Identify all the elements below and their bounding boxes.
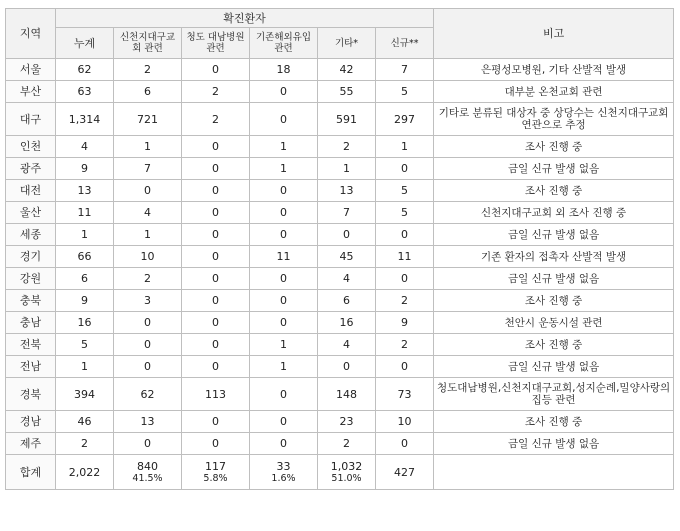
totals-overseas xyxy=(250,455,318,490)
cell-overseas: 11 xyxy=(250,246,318,268)
cell-shincheonji: 7 xyxy=(114,158,182,180)
cell-region: 광주 xyxy=(6,158,56,180)
cell-other: 2 xyxy=(318,433,376,455)
cell-total: 11 xyxy=(56,202,114,224)
cell-total: 394 xyxy=(56,378,114,411)
cell-overseas: 18 xyxy=(250,59,318,81)
table-row xyxy=(6,136,674,158)
totals-note xyxy=(434,455,674,490)
cell-region: 경기 xyxy=(6,246,56,268)
cell-overseas: 0 xyxy=(250,433,318,455)
cell-overseas: 0 xyxy=(250,411,318,433)
cell-other: 4 xyxy=(318,334,376,356)
cell-region: 전남 xyxy=(6,356,56,378)
cell-total: 13 xyxy=(56,180,114,202)
table-row xyxy=(6,81,674,103)
cell-other: 6 xyxy=(318,290,376,312)
cell-new: 11 xyxy=(376,246,434,268)
header-col-shincheonji: 신천지대구교회 관련 xyxy=(114,28,182,59)
cell-overseas: 0 xyxy=(250,268,318,290)
cell-other: 0 xyxy=(318,356,376,378)
cell-new: 73 xyxy=(376,378,434,411)
cell-region: 강원 xyxy=(6,268,56,290)
cell-cheongdo: 0 xyxy=(182,224,250,246)
cell-shincheonji: 62 xyxy=(114,378,182,411)
cell-shincheonji: 13 xyxy=(114,411,182,433)
cell-note: 기타로 분류된 대상자 중 상당수는 신천지대구교회 연관으로 추정 xyxy=(434,103,674,136)
table-row xyxy=(6,202,674,224)
totals-cheongdo-value: 117 xyxy=(205,460,226,473)
cell-cheongdo: 0 xyxy=(182,268,250,290)
cell-note: 금일 신규 발생 없음 xyxy=(434,268,674,290)
table-row xyxy=(6,180,674,202)
cell-other: 1 xyxy=(318,158,376,180)
cell-total: 1 xyxy=(56,224,114,246)
cell-total: 2 xyxy=(56,433,114,455)
cell-overseas: 1 xyxy=(250,136,318,158)
totals-row xyxy=(6,455,674,490)
table-row xyxy=(6,224,674,246)
totals-other-pct: 51.0% xyxy=(331,473,362,484)
covid-region-table xyxy=(5,8,674,490)
cell-new: 5 xyxy=(376,202,434,224)
cell-region: 충북 xyxy=(6,290,56,312)
cell-total: 1 xyxy=(56,356,114,378)
cell-region: 충남 xyxy=(6,312,56,334)
cell-region: 대전 xyxy=(6,180,56,202)
totals-other xyxy=(318,455,376,490)
cell-note: 조사 진행 중 xyxy=(434,136,674,158)
cell-total: 9 xyxy=(56,290,114,312)
cell-other: 16 xyxy=(318,312,376,334)
totals-shincheonji xyxy=(114,455,182,490)
table-row xyxy=(6,268,674,290)
cell-other: 55 xyxy=(318,81,376,103)
cell-cheongdo: 2 xyxy=(182,103,250,136)
table-row xyxy=(6,290,674,312)
cell-other: 45 xyxy=(318,246,376,268)
cell-cheongdo: 0 xyxy=(182,136,250,158)
cell-total: 4 xyxy=(56,136,114,158)
cell-note: 조사 진행 중 xyxy=(434,290,674,312)
cell-cheongdo: 0 xyxy=(182,433,250,455)
cell-total: 46 xyxy=(56,411,114,433)
table-row xyxy=(6,411,674,433)
header-col-cheongdo: 청도 대남병원 관련 xyxy=(182,28,250,59)
cell-shincheonji: 0 xyxy=(114,334,182,356)
cell-other: 2 xyxy=(318,136,376,158)
cell-new: 2 xyxy=(376,290,434,312)
cell-cheongdo: 0 xyxy=(182,411,250,433)
cell-cheongdo: 0 xyxy=(182,356,250,378)
cell-note: 조사 진행 중 xyxy=(434,411,674,433)
cell-region: 경북 xyxy=(6,378,56,411)
cell-shincheonji: 6 xyxy=(114,81,182,103)
cell-overseas: 0 xyxy=(250,81,318,103)
cell-region: 울산 xyxy=(6,202,56,224)
cell-overseas: 0 xyxy=(250,202,318,224)
cell-note: 금일 신규 발생 없음 xyxy=(434,224,674,246)
cell-new: 0 xyxy=(376,224,434,246)
cell-cheongdo: 0 xyxy=(182,290,250,312)
cell-region: 제주 xyxy=(6,433,56,455)
cell-cheongdo: 2 xyxy=(182,81,250,103)
cell-note: 대부분 온천교회 관련 xyxy=(434,81,674,103)
cell-other: 23 xyxy=(318,411,376,433)
cell-shincheonji: 0 xyxy=(114,312,182,334)
cell-shincheonji: 2 xyxy=(114,59,182,81)
cell-new: 7 xyxy=(376,59,434,81)
cell-shincheonji: 721 xyxy=(114,103,182,136)
totals-cheongdo-pct: 5.8% xyxy=(203,473,228,484)
cell-region: 서울 xyxy=(6,59,56,81)
cell-total: 5 xyxy=(56,334,114,356)
cell-new: 1 xyxy=(376,136,434,158)
cell-cheongdo: 0 xyxy=(182,180,250,202)
cell-total: 62 xyxy=(56,59,114,81)
cell-shincheonji: 3 xyxy=(114,290,182,312)
cell-new: 297 xyxy=(376,103,434,136)
table-row xyxy=(6,59,674,81)
header-remarks: 비고 xyxy=(434,9,674,59)
cell-cheongdo: 0 xyxy=(182,59,250,81)
cell-region: 대구 xyxy=(6,103,56,136)
cell-total: 63 xyxy=(56,81,114,103)
cell-region: 인천 xyxy=(6,136,56,158)
table-row xyxy=(6,356,674,378)
cell-note: 신천지대구교회 외 조사 진행 중 xyxy=(434,202,674,224)
cell-shincheonji: 2 xyxy=(114,268,182,290)
cell-other: 0 xyxy=(318,224,376,246)
table-row xyxy=(6,378,674,411)
cell-cheongdo: 0 xyxy=(182,246,250,268)
cell-note: 금일 신규 발생 없음 xyxy=(434,433,674,455)
table-row xyxy=(6,158,674,180)
cell-cheongdo: 0 xyxy=(182,158,250,180)
cell-note: 기존 환자의 접촉자 산발적 발생 xyxy=(434,246,674,268)
cell-other: 7 xyxy=(318,202,376,224)
totals-new: 427 xyxy=(376,455,434,490)
cell-total: 66 xyxy=(56,246,114,268)
cell-shincheonji: 0 xyxy=(114,356,182,378)
table-row xyxy=(6,246,674,268)
cell-overseas: 0 xyxy=(250,290,318,312)
header-col-new: 신규** xyxy=(376,28,434,59)
cell-shincheonji: 0 xyxy=(114,180,182,202)
cell-overseas: 1 xyxy=(250,334,318,356)
cell-other: 13 xyxy=(318,180,376,202)
cell-new: 0 xyxy=(376,433,434,455)
cell-cheongdo: 0 xyxy=(182,334,250,356)
totals-cheongdo xyxy=(182,455,250,490)
totals-shincheonji-value: 840 xyxy=(137,460,158,473)
totals-shincheonji-pct: 41.5% xyxy=(132,473,163,484)
header-col-total: 누계 xyxy=(56,28,114,59)
cell-new: 5 xyxy=(376,180,434,202)
header-col-other: 기타* xyxy=(318,28,376,59)
cell-note: 금일 신규 발생 없음 xyxy=(434,356,674,378)
cell-note: 조사 진행 중 xyxy=(434,334,674,356)
cell-shincheonji: 10 xyxy=(114,246,182,268)
cell-overseas: 0 xyxy=(250,378,318,411)
table-row xyxy=(6,433,674,455)
cell-other: 148 xyxy=(318,378,376,411)
cell-region: 세종 xyxy=(6,224,56,246)
totals-overseas-pct: 1.6% xyxy=(271,473,296,484)
cell-total: 6 xyxy=(56,268,114,290)
cell-new: 2 xyxy=(376,334,434,356)
cell-overseas: 1 xyxy=(250,158,318,180)
cell-shincheonji: 4 xyxy=(114,202,182,224)
cell-overseas: 1 xyxy=(250,356,318,378)
cell-cheongdo: 113 xyxy=(182,378,250,411)
cell-overseas: 0 xyxy=(250,312,318,334)
cell-total: 1,314 xyxy=(56,103,114,136)
cell-other: 42 xyxy=(318,59,376,81)
cell-shincheonji: 1 xyxy=(114,224,182,246)
table-row xyxy=(6,103,674,136)
cell-overseas: 0 xyxy=(250,224,318,246)
cell-overseas: 0 xyxy=(250,180,318,202)
cell-cheongdo: 0 xyxy=(182,202,250,224)
header-col-overseas: 기존해외유입관련 xyxy=(250,28,318,59)
table-row xyxy=(6,334,674,356)
cell-total: 16 xyxy=(56,312,114,334)
cell-region: 경남 xyxy=(6,411,56,433)
totals-total: 2,022 xyxy=(56,455,114,490)
cell-overseas: 0 xyxy=(250,103,318,136)
cell-new: 0 xyxy=(376,158,434,180)
cell-note: 청도대남병원,신천지대구교회,성지순례,밀양사랑의집등 관련 xyxy=(434,378,674,411)
cell-total: 9 xyxy=(56,158,114,180)
header-region: 지역 xyxy=(6,9,56,59)
cell-other: 591 xyxy=(318,103,376,136)
cell-region: 전북 xyxy=(6,334,56,356)
cell-new: 9 xyxy=(376,312,434,334)
totals-other-value: 1,032 xyxy=(330,460,363,473)
totals-overseas-value: 33 xyxy=(276,460,291,473)
cell-new: 0 xyxy=(376,356,434,378)
cell-new: 10 xyxy=(376,411,434,433)
cell-other: 4 xyxy=(318,268,376,290)
cell-shincheonji: 0 xyxy=(114,433,182,455)
cell-note: 천안시 운동시설 관련 xyxy=(434,312,674,334)
cell-shincheonji: 1 xyxy=(114,136,182,158)
cell-new: 0 xyxy=(376,268,434,290)
cell-note: 조사 진행 중 xyxy=(434,180,674,202)
cell-new: 5 xyxy=(376,81,434,103)
cell-note: 은평성모병원, 기타 산발적 발생 xyxy=(434,59,674,81)
cell-note: 금일 신규 발생 없음 xyxy=(434,158,674,180)
cell-region: 부산 xyxy=(6,81,56,103)
totals-label: 합계 xyxy=(6,455,56,490)
header-confirmed: 확진환자 xyxy=(56,9,434,28)
cell-cheongdo: 0 xyxy=(182,312,250,334)
table-row xyxy=(6,312,674,334)
